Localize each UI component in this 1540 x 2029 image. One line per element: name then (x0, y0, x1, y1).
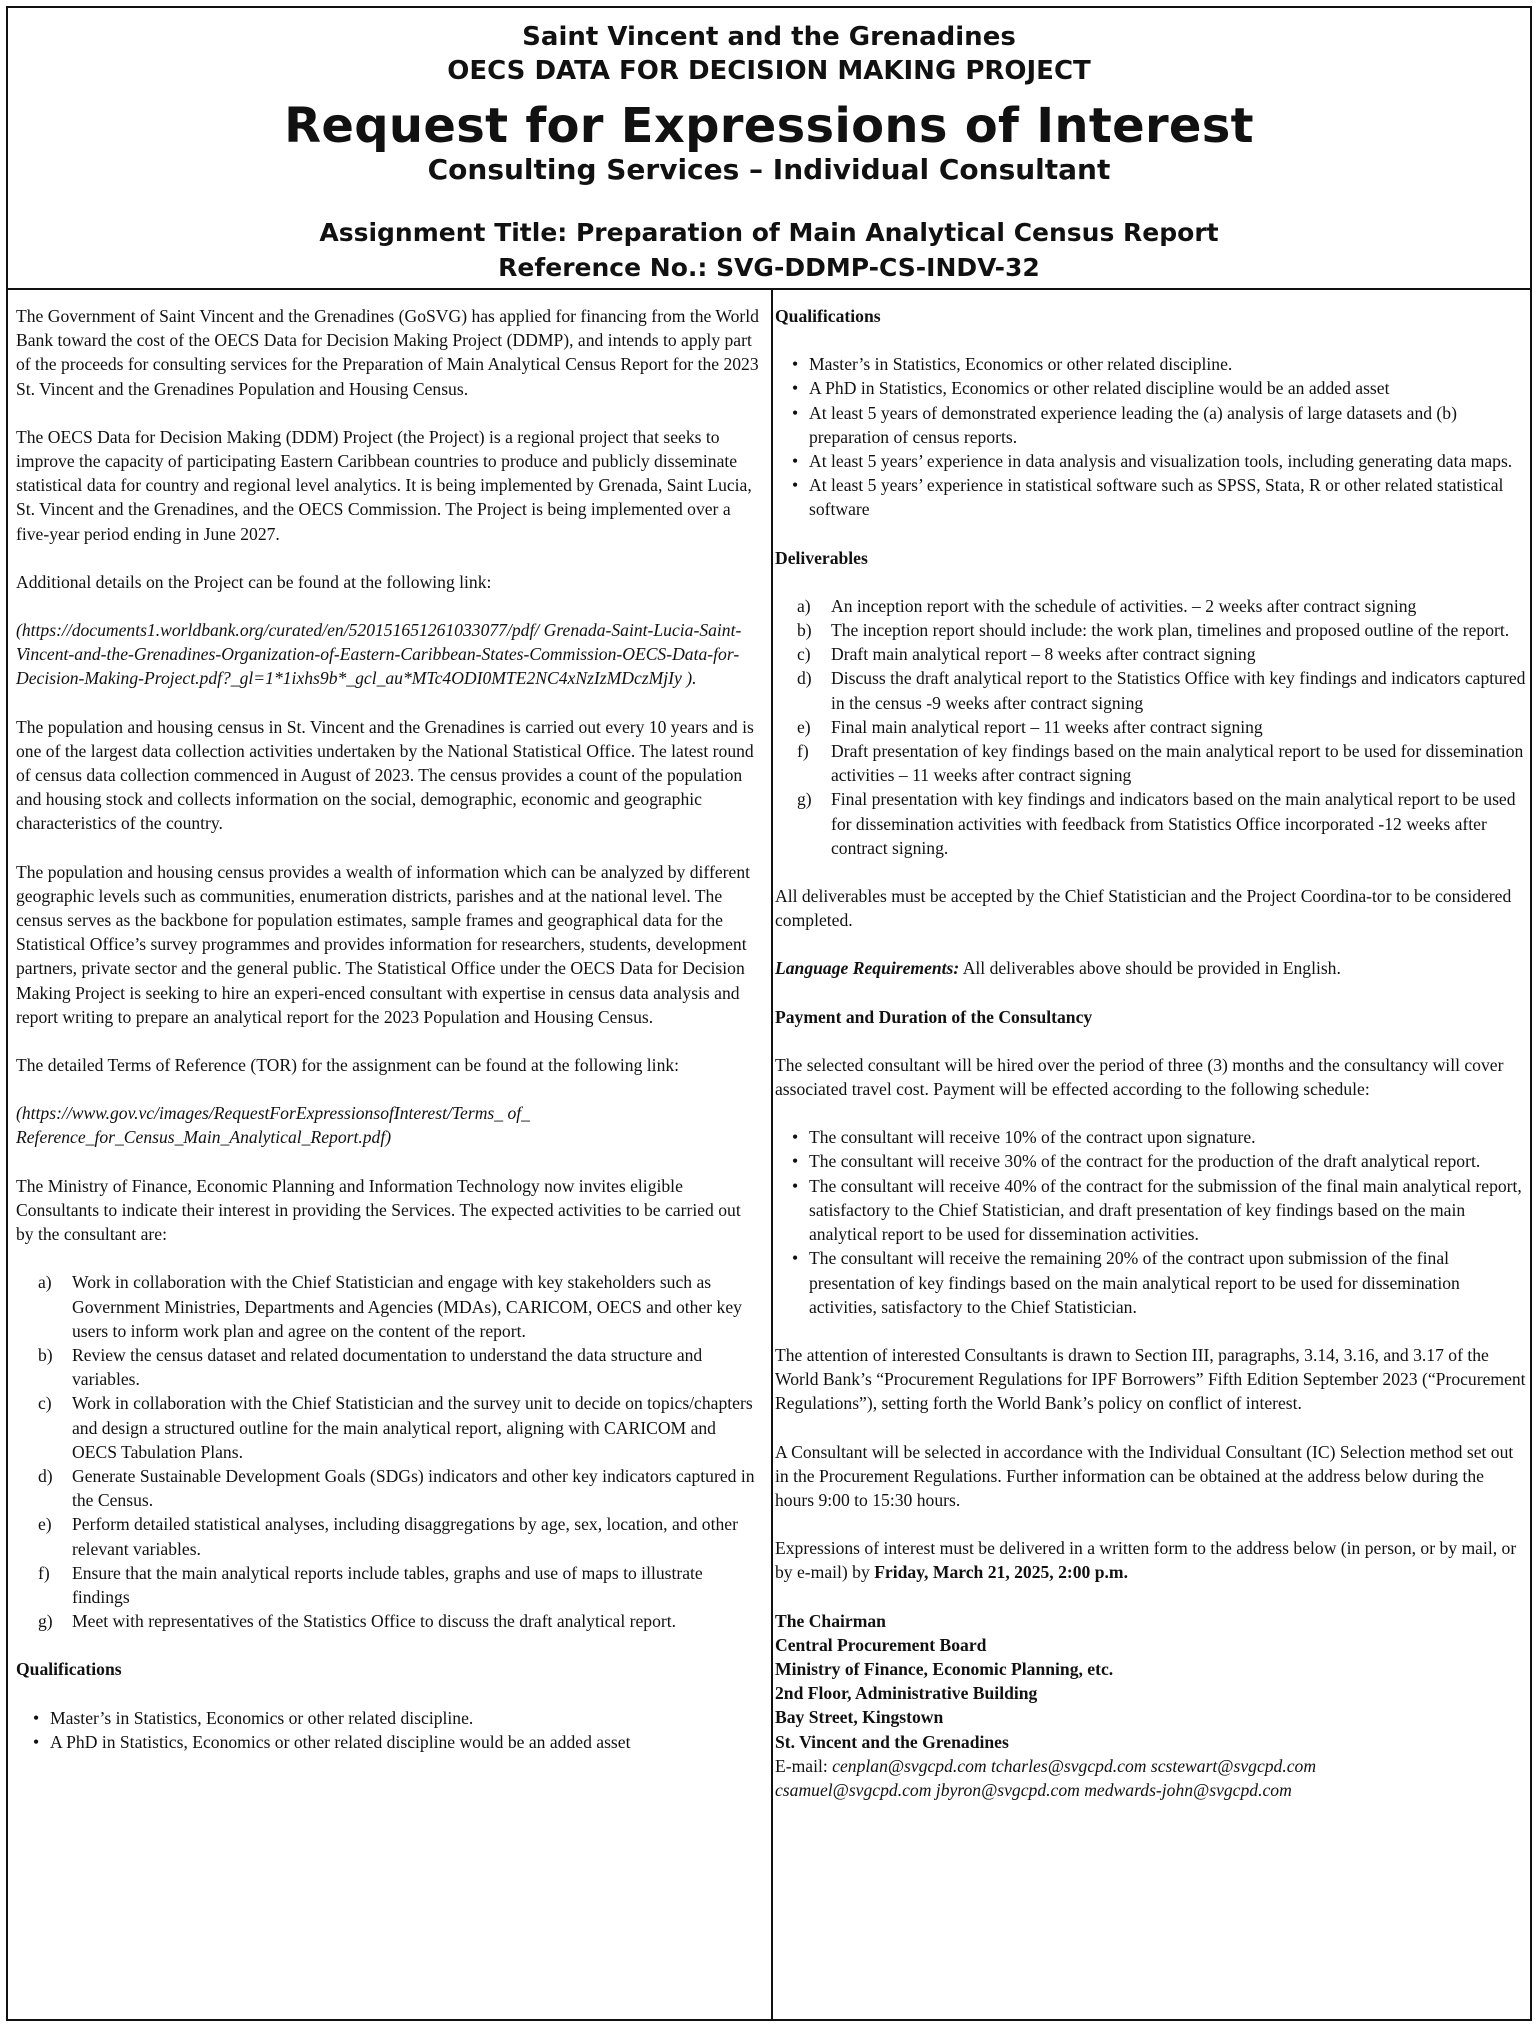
assignment-title: Assignment Title: Preparation of Main Analytical Census Report (319, 218, 1219, 247)
country-name: Saint Vincent and the Grenadines (522, 22, 1016, 52)
email-links[interactable]: cenplan@svgcpd.com tcharles@svgcpd.com scstewart@svgcpd.com (832, 1755, 1317, 1776)
qualifications-list (16, 1706, 760, 1754)
language-requirements: Language Requirements: All deliverables above should be provided in English. (775, 958, 1341, 979)
intro-paragraph: The Government of Saint Vincent and the Grenadines (GoSVG) has applied for financing from the World Bank toward the cost of the OECS Data for Decision Making Project (DDMP), and intends to apply part of the proceeds for consulting services for the Preparation of Main Analytical Census Report for the 2023 St. Vincent and the Grenadines Population and Housing Census. (16, 306, 759, 399)
list-item: • At least 5 years’ experience in data analysis and visualization tools, including generating data maps. (809, 449, 1526, 473)
acceptance-paragraph: All deliverables must be accepted by the Chief Statistician and the Project Coordina-tor to be considered completed. (775, 886, 1512, 931)
list-item: • At least 5 years’ experience in statistical software such as SPSS, Stata, R or other related statistical software (809, 473, 1526, 521)
address-line: Bay Street, Kingstown (775, 1707, 944, 1728)
address-line: 2nd Floor, Administrative Building (775, 1683, 1038, 1704)
payment-heading: Payment and Duration of the Consultancy (775, 1006, 1093, 1027)
list-item: e) Perform detailed statistical analyses, including disaggregations by age, sex, location, and other relevant variables. (38, 1514, 738, 1559)
attention-paragraph: The attention of interested Consultants is drawn to Section III, paragraphs, 3.14, 3.16, and 3.17 of the World Bank’s “Procurement Regulations for IPF Borrowers” Fifth Edition September 2023 (“Procurement Regulations”), setting forth the World Bank’s policy on conflict of interest. (775, 1344, 1526, 1414)
page-subtitle: Consulting Services – Individual Consultant (427, 153, 1111, 186)
list-item: b) Review the census dataset and related documentation to understand the data structure and variables. (38, 1344, 703, 1390)
address-line: Ministry of Finance, Economic Planning, etc. (775, 1658, 1114, 1679)
project-name: OECS DATA FOR DECISION MAKING PROJECT (447, 56, 1091, 86)
list-item: • The consultant will receive 40% of the contract for the submission of the final main analytical report, satisfactory to the Chief Statistician, and draft presentation of key findings based on the main analytical report to be used for dissemination activities. (809, 1174, 1526, 1247)
qualifications-heading: Qualifications (775, 306, 881, 326)
activities-list (16, 1270, 760, 1633)
deliverables-list (775, 594, 1526, 860)
list-item: • The consultant will receive 10% of the contract upon signature. (809, 1125, 1526, 1149)
qualifications-heading: Qualifications (16, 1659, 122, 1680)
column-divider (771, 288, 773, 2021)
list-item: • Master’s in Statistics, Economics or other related discipline. (50, 1706, 760, 1730)
list-item: e) Final main analytical report – 11 weeks after contract signing (797, 716, 1263, 737)
deadline-paragraph: Expressions of interest must be delivered in a written form to the address below (in person, or by mail, or by e-mail) by Friday, March 21, 2025, 2:00 p.m. (775, 1538, 1517, 1583)
notice-frame (6, 6, 1532, 2021)
list-item: • The consultant will receive 30% of the contract for the production of the draft analytical report. (809, 1149, 1526, 1173)
list-item: a) Work in collaboration with the Chief Statistician and engage with key stakeholders such as Government Ministries, Departments and Agencies (MDAs), CARICOM, OECS and other key users to inform work plan and agree on the content of the report. (38, 1272, 742, 1341)
left-column (16, 304, 760, 1778)
list-item: f) Draft presentation of key findings based on the main analytical report to be used for dissemination activities – 11 weeks after contract signing (797, 741, 1524, 786)
list-item: a) An inception report with the schedule of activities. – 2 weeks after contract signing (797, 595, 1417, 616)
list-item: d) Discuss the draft analytical report to the Statistics Office with key findings and indicators captured in the census -9 weeks after contract signing (797, 668, 1526, 713)
list-item: c) Work in collaboration with the Chief Statistician and the survey unit to decide on topics/chapters and design a structured outline for the main analytical report, aligning with CARICOM and OECS Tabulation Plans. (38, 1393, 753, 1462)
list-item: c) Draft main analytical report – 8 weeks after contract signing (797, 644, 1256, 665)
details-intro: Additional details on the Project can be found at the following link: (16, 571, 492, 592)
census-information: The population and housing census provides a wealth of information which can be analyzed by different geographic levels such as communities, enumeration districts, parishes and at the national level. The census serves as the backbone for population estimates, sample frames and geographical data for the Statistical Office’s survey programmes and provides information for researchers, students, development partners, private sector and the general public. The Statistical Office under the OECS Data for Decision Making Project is seeking to hire an experi-enced consultant with expertise in census data analysis and report writing to prepare an analytical report for the 2023 Population and Housing Census. (16, 861, 750, 1027)
list-item: d) Generate Sustainable Development Goals (SDGs) indicators and other key indicators captured in the Census. (38, 1465, 755, 1511)
page-title: Request for Expressions of Interest (284, 98, 1254, 154)
notice-header (8, 8, 1530, 290)
address-line: St. Vincent and the Grenadines (775, 1731, 1009, 1752)
list-item: g) Meet with representatives of the Statistics Office to discuss the draft analytical report. (38, 1611, 677, 1632)
list-item: • A PhD in Statistics, Economics or other related discipline would be an added asset (50, 1730, 760, 1754)
list-item: • At least 5 years of demonstrated experience leading the (a) analysis of large datasets and (b) preparation of census reports. (809, 401, 1526, 449)
list-item: g) Final presentation with key findings and indicators based on the main analytical report to be used for dissemination activities with feedback from Statistics Office incorporated -12 weeks after contract signing. (797, 789, 1516, 858)
selection-paragraph: A Consultant will be selected in accordance with the Individual Consultant (IC) Selection method set out in the Procurement Regulations. Further information can be obtained at the address below during the hours 9:00 to 15:30 hours. (775, 1441, 1514, 1510)
census-description: The population and housing census in St. Vincent and the Grenadines is carried out every 10 years and is one of the largest data collection activities undertaken by the National Statistical Office. The latest round of census data collection commenced in August of 2023. The census provides a count of the population and housing stock and collects information on the social, demographic, economic and geographic characteristics of the country. (16, 716, 754, 834)
invitation-paragraph: The Ministry of Finance, Economic Planning and Information Technology now invites eligible Consultants to indicate their interest in providing the Services. The expected activities to be carried out by the consultant are: (16, 1175, 741, 1245)
deadline-date: Friday, March 21, 2025, 2:00 p.m. (874, 1562, 1128, 1583)
qualifications-list (775, 352, 1526, 521)
email-block (775, 1754, 1526, 1802)
list-item: b) The inception report should include: the work plan, timelines and proposed outline of the report. (797, 620, 1510, 641)
address-line: The Chairman (775, 1610, 886, 1631)
address-block (775, 1609, 1526, 1754)
tor-intro: The detailed Terms of Reference (TOR) for the assignment can be found at the following link: (16, 1055, 680, 1076)
tor-link[interactable]: (https://www.gov.vc/images/RequestForExpressionsofInterest/Terms_ of_ Reference_for_Census_Main_Analytical_Report.pdf) (16, 1103, 530, 1148)
email-links[interactable]: csamuel@svgcpd.com jbyron@svgcpd.com medwards-john@svgcpd.com (775, 1779, 1292, 1800)
deliverables-heading: Deliverables (775, 547, 868, 568)
project-link[interactable]: (https://documents1.worldbank.org/curated/en/520151651261033077/pdf/ Grenada-Saint-Lucia-Saint-Vincent-and-the-Grenadines-Organization-of-Eastern-Caribbean-States-Commission-OECS-Data-for-Decision-Making-Project.pdf?_gl=1*1ixhs9b*_gcl_au*MTc4ODI0MTE2NC4xNzIzMDczMjIy ). (16, 620, 742, 689)
address-line: Central Procurement Board (775, 1634, 987, 1655)
list-item: f) Ensure that the main analytical reports include tables, graphs and use of maps to illustrate findings (38, 1562, 703, 1607)
email-label: E-mail: (775, 1755, 833, 1776)
project-description: The OECS Data for Decision Making (DDM) Project (the Project) is a regional project that seeks to improve the capacity of participating Eastern Caribbean countries to produce and publicly disseminate statistical data for country and regional level analytics. It is being implemented by Grenada, Saint Lucia, St. Vincent and the Grenadines, and the OECS Commission. The Project is being implemented over a five-year period ending in June 2027. (16, 426, 752, 544)
list-item: • Master’s in Statistics, Economics or other related discipline. (809, 352, 1526, 376)
payment-schedule-list (775, 1125, 1526, 1319)
language-label: Language Requirements: (775, 958, 960, 979)
list-item: • The consultant will receive the remaining 20% of the contract upon submission of the final presentation of key findings based on the main analytical report to be used for dissemination activities, satisfactory to the Chief Statistician. (809, 1246, 1526, 1319)
payment-intro: The selected consultant will be hired over the period of three (3) months and the consultancy will cover associated travel cost. Payment will be effected according to the following schedule: (775, 1054, 1504, 1100)
reference-number: Reference No.: SVG-DDMP-CS-INDV-32 (498, 253, 1040, 282)
right-column (775, 304, 1526, 1802)
list-item: • A PhD in Statistics, Economics or other related discipline would be an added asset (809, 376, 1526, 400)
